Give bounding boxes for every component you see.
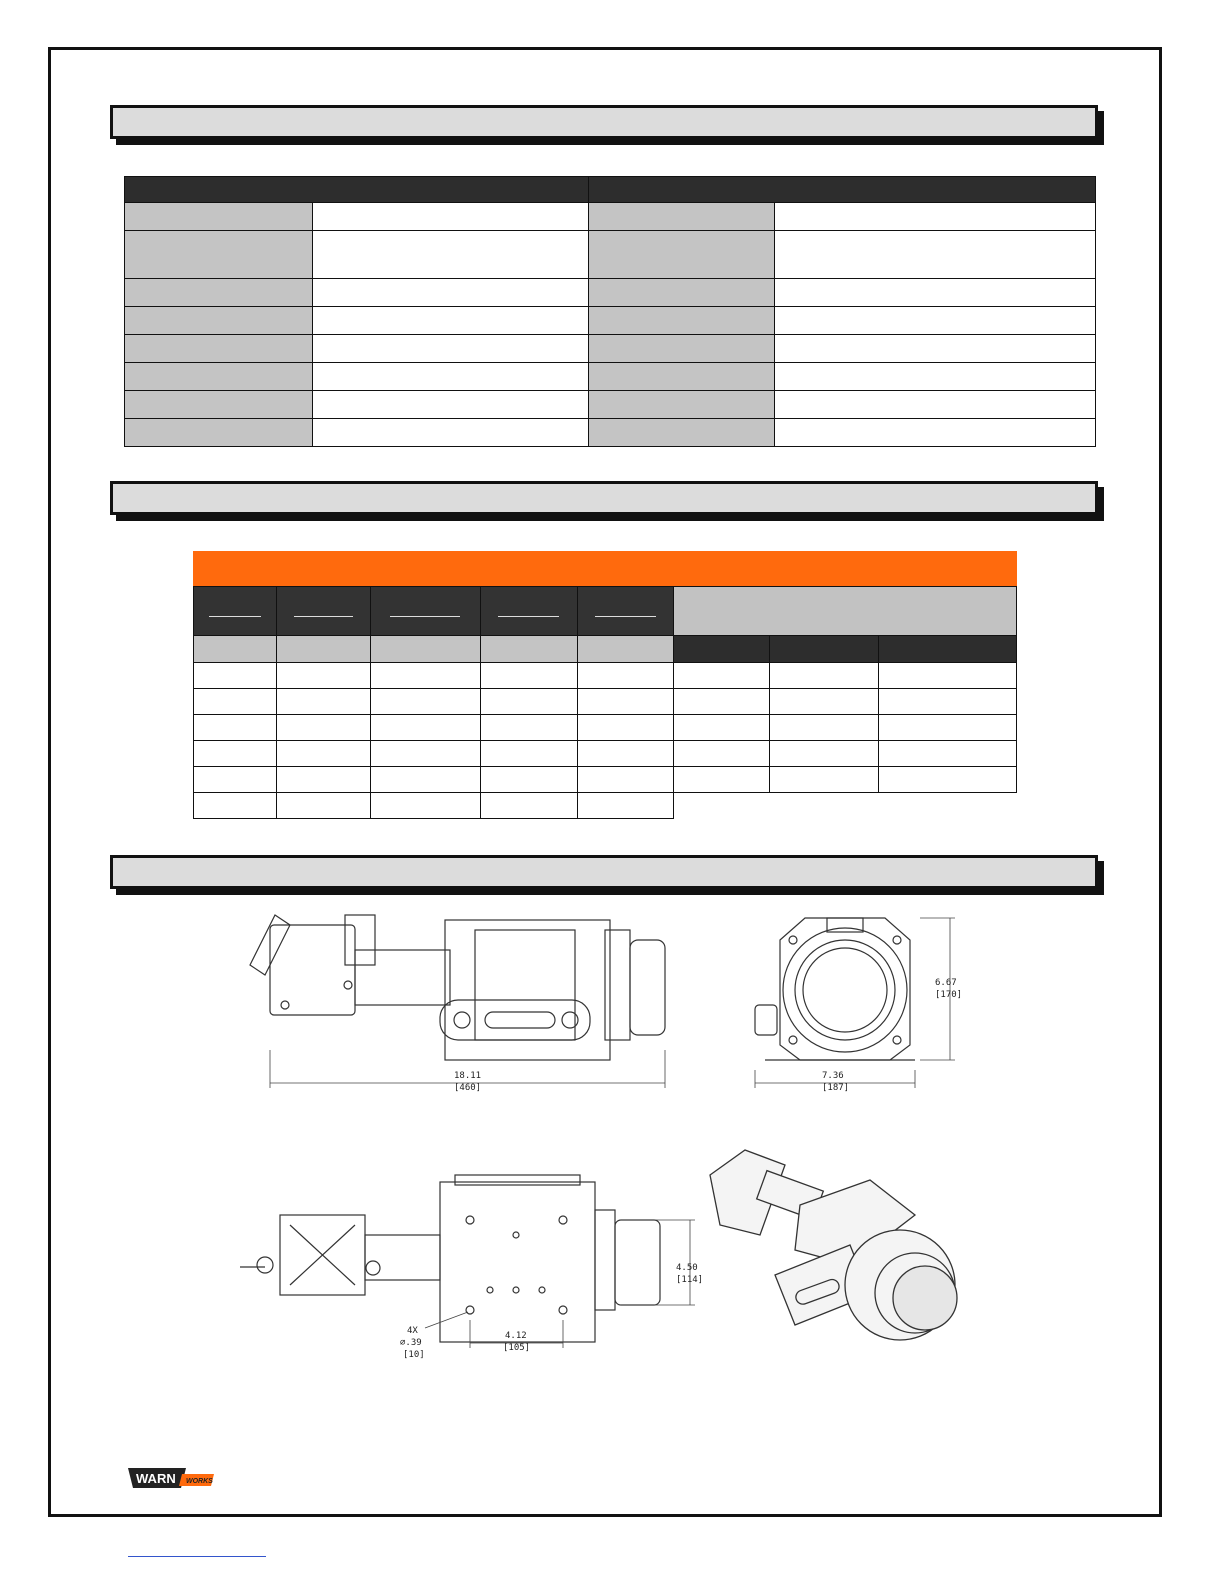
specifications-table (124, 176, 1096, 447)
winch-isometric-view (700, 1135, 965, 1355)
dimension-height-mm: [170] (935, 990, 963, 1000)
table-row (125, 419, 1096, 447)
table-row (125, 335, 1096, 363)
winch-end-view-drawing (745, 910, 985, 1100)
winch-side-view-drawing (240, 910, 670, 1100)
dimension-spacing-mm: [105] (503, 1343, 531, 1353)
specifications-section-bar (110, 105, 1098, 139)
table-row (194, 741, 1017, 767)
logo-text: WARN (136, 1471, 176, 1486)
table-row (125, 231, 1096, 279)
dimension-depth-in: 4.50 (676, 1263, 698, 1273)
table-header-row (194, 587, 1017, 636)
hole-diameter-mm: [10] (403, 1350, 425, 1360)
dimension-spacing-in: 4.12 (505, 1331, 527, 1341)
hole-diameter-in: ⌀.39 (400, 1338, 422, 1348)
performance-section-bar (110, 481, 1098, 515)
table-row (194, 689, 1017, 715)
performance-table (193, 586, 1017, 819)
table-row (125, 363, 1096, 391)
dimensions-section-bar (110, 855, 1098, 889)
dimension-length-in: 18.11 (454, 1071, 482, 1081)
logo-subtext: WORKS (186, 1478, 213, 1485)
warn-works-logo (126, 1466, 216, 1490)
table-row (194, 663, 1017, 689)
table-row (194, 767, 1017, 793)
table-header (125, 177, 589, 203)
table-header (589, 177, 1096, 203)
winch-bottom-view-drawing (240, 1170, 710, 1370)
table-row (194, 715, 1017, 741)
table-row (125, 307, 1096, 335)
dimension-width-mm: [187] (822, 1083, 850, 1093)
table-header-row (194, 636, 1017, 663)
table-header-row (125, 177, 1096, 203)
footer-link[interactable] (128, 1556, 266, 1557)
table-row (125, 279, 1096, 307)
dimension-height-in: 6.67 (935, 978, 957, 988)
dimension-width-in: 7.36 (822, 1071, 844, 1081)
hole-count-label: 4X (407, 1326, 418, 1336)
performance-table-title-bar (193, 551, 1017, 586)
dimension-depth-mm: [114] (676, 1275, 704, 1285)
table-row (125, 203, 1096, 231)
table-row (125, 391, 1096, 419)
table-row (194, 793, 1017, 819)
dimension-length-mm: [460] (454, 1083, 482, 1093)
